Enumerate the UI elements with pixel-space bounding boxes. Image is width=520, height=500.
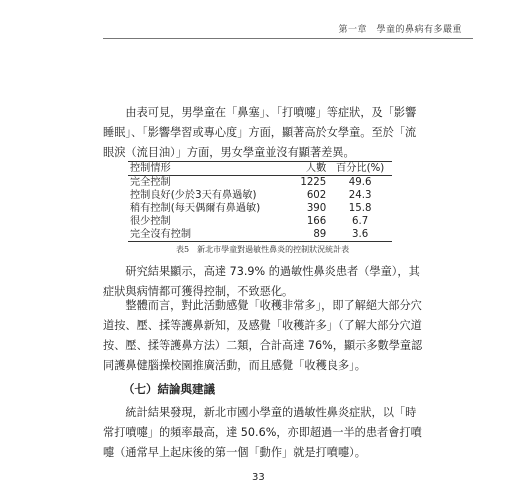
section-heading: （七）結論與建議 [123, 382, 215, 396]
row-count: 166 [306, 216, 327, 227]
allergy-control-table [128, 161, 392, 242]
row-count: 390 [306, 203, 327, 214]
row-condition: 完全沒有控制 [128, 228, 292, 242]
row-percent: 15.8 [348, 203, 372, 214]
row-count: 89 [292, 228, 329, 242]
header-divider [103, 38, 473, 39]
row-count: 1225 [300, 177, 327, 188]
row-condition: 完全控制 [130, 177, 171, 188]
table-header-row [128, 162, 392, 176]
row-condition: 稍有控制(每天偶爾有鼻過敏) [130, 203, 261, 214]
table-row [128, 215, 392, 228]
row-condition: 很少控制 [130, 216, 171, 227]
header-percent: 百分比(%) [328, 162, 392, 176]
row-percent: 49.6 [348, 177, 372, 188]
paragraph-control-result: 研究結果顯示，高達 73.9% 的過敏性鼻炎患者（學童），其症狀與病情都可獲得控制，不致惡化。 [103, 265, 420, 298]
header-count: 人數 [292, 162, 329, 176]
row-condition: 控制良好(少於3天有鼻過敏) [130, 190, 257, 201]
table-row [128, 176, 392, 190]
page-number: 33 [252, 472, 265, 483]
header-condition: 控制情形 [128, 162, 292, 176]
paragraph-conclusion: 統計結果發現，新北市國小學童的過敏性鼻炎症狀，以「時常打噴嚏」的頻率最高，達 50.6%，亦即超過一半的患者會打噴嚏（通常早上起床後的第一個「動作」就是打噴嚏）。 [103, 406, 422, 459]
row-percent: 3.6 [328, 228, 392, 242]
paragraph-activity-feedback: 整體而言，對此活動感覺「收穫非常多」，即了解絕大部分穴道按、壓、揉等護鼻新知，及感覺「收穫許多」（了解大部分穴道按、壓、揉等護鼻方法）二類，合計高達 76%，顯示多數學童認同護鼻健腦操校園推廣活動，而且感覺「收穫良多」。 [103, 299, 423, 372]
table-caption: 表5 新北市學童對過敏性鼻炎的控制狀況統計表 [176, 245, 350, 254]
table-row [128, 202, 392, 215]
row-count: 602 [306, 190, 327, 201]
running-header: 第一章 學童的鼻病有多嚴重 [338, 25, 462, 35]
row-percent: 6.7 [352, 216, 369, 227]
table-row [128, 189, 392, 202]
row-percent: 24.3 [348, 190, 372, 201]
paragraph-gender-comparison: 由表可見，男學童在「鼻塞」、「打噴嚏」等症狀，及「影響睡眠」、「影響學習或專心度」方面，顯著高於女學童。至於「流眼淚（流目油）」方面，男女學童並沒有顯著差異。 [103, 106, 417, 159]
table-row [128, 228, 392, 242]
